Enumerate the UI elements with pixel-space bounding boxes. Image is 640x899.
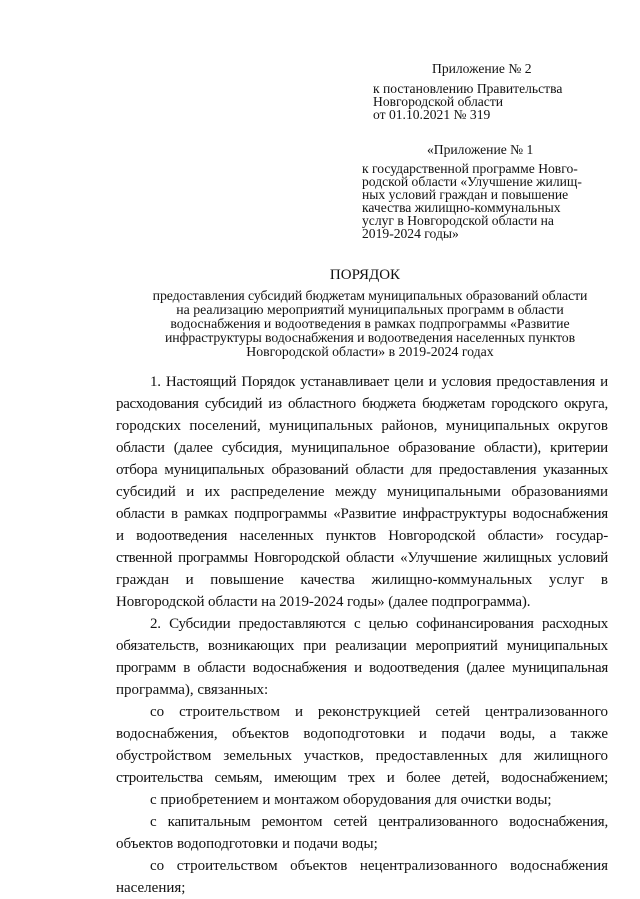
body-line: строительства семьям, имеющим трех и более детей, водоснабжением; bbox=[116, 770, 608, 786]
appendix-prev-line: 2019-2024 годы» bbox=[362, 226, 459, 241]
body-line: области (далее субсидия, муниципальное образование области), критерии bbox=[116, 440, 608, 456]
appendix-prev-line: ных условий граждан и повышение bbox=[362, 187, 569, 202]
appendix-title: Приложение № 2 bbox=[432, 61, 532, 76]
appendix-prev-line: родской области «Улучшение жилищ- bbox=[362, 174, 582, 189]
body-line: с капитальным ремонтом сетей централизованного водоснабжения, bbox=[150, 814, 608, 830]
body-line: расходования субсидий из областного бюджета бюджетам городского округа, bbox=[116, 396, 608, 412]
body-line: со строительством объектов нецентрализованного водоснабжения bbox=[150, 858, 608, 874]
appendix-line: от 01.10.2021 № 319 bbox=[373, 107, 491, 122]
document-heading: ПОРЯДОК bbox=[329, 267, 401, 283]
body-line: с приобретением и монтажом оборудования для очистки воды; bbox=[150, 792, 552, 808]
body-line: со строительством и реконструкцией сетей централизованного bbox=[150, 704, 608, 720]
body-line: объектов водоподготовки и подачи воды; bbox=[116, 836, 378, 852]
body-line: населения; bbox=[116, 880, 186, 896]
appendix-prev-line: к государственной программе Новго- bbox=[362, 161, 578, 176]
body-line: 2. Субсидии предоставляются с целью софинансирования расходных bbox=[150, 616, 608, 632]
body-line: программа), связанных: bbox=[116, 682, 269, 698]
body-line: программ в области водоснабжения и водоотведения (далее муниципальная bbox=[116, 660, 608, 676]
body-line: области в рамках подпрограммы «Развитие инфраструктуры водоснабжения bbox=[116, 506, 608, 522]
appendix-prev-line: качества жилищно-коммунальных bbox=[362, 200, 561, 215]
appendix-prev-line: услуг в Новгородской области на bbox=[362, 213, 554, 228]
subtitle-line: на реализацию мероприятий муниципальных программ в области bbox=[176, 302, 564, 317]
subtitle-line: Новгородской области» в 2019-2024 годах bbox=[246, 344, 494, 359]
body-line: отбора муниципальных образований области для предоставления указанных bbox=[116, 462, 608, 478]
appendix-line: к постановлению Правительства bbox=[373, 81, 563, 96]
body-line: субсидий и их распределение между муниципальными образованиями bbox=[116, 484, 608, 500]
body-line: обустройством земельных участков, предоставленных для жилищного bbox=[116, 748, 608, 764]
body-line: водоснабжения, объектов водоподготовки и подачи воды, а также bbox=[116, 726, 608, 742]
body-line: граждан и повышение качества жилищно-коммунальных услуг в bbox=[116, 572, 608, 588]
body-line: обязательств, возникающих при реализации мероприятий муниципальных bbox=[116, 638, 608, 654]
body-line: 1. Настоящий Порядок устанавливает цели и условия предоставления и bbox=[150, 374, 608, 390]
body-line: городских поселений, муниципальных районов, муниципальных округов bbox=[116, 418, 608, 434]
body-line: Новгородской области на 2019-2024 годы» (далее подпрограмма). bbox=[116, 594, 531, 610]
body-line: ственной программы Новгородской области «Улучшение жилищных условий bbox=[116, 550, 608, 566]
subtitle-line: инфраструктуры водоснабжения и водоотведения населенных пунктов bbox=[164, 330, 576, 345]
appendix-prev-title: «Приложение № 1 bbox=[427, 142, 534, 157]
subtitle-line: предоставления субсидий бюджетам муниципальных образований области bbox=[152, 288, 588, 303]
subtitle-line: водоснабжения и водоотведения в рамках подпрограммы «Развитие bbox=[170, 316, 570, 331]
body-line: и водоотведения населенных пунктов Новгородской области» государ- bbox=[116, 528, 608, 544]
appendix-line: Новгородской области bbox=[373, 94, 504, 109]
